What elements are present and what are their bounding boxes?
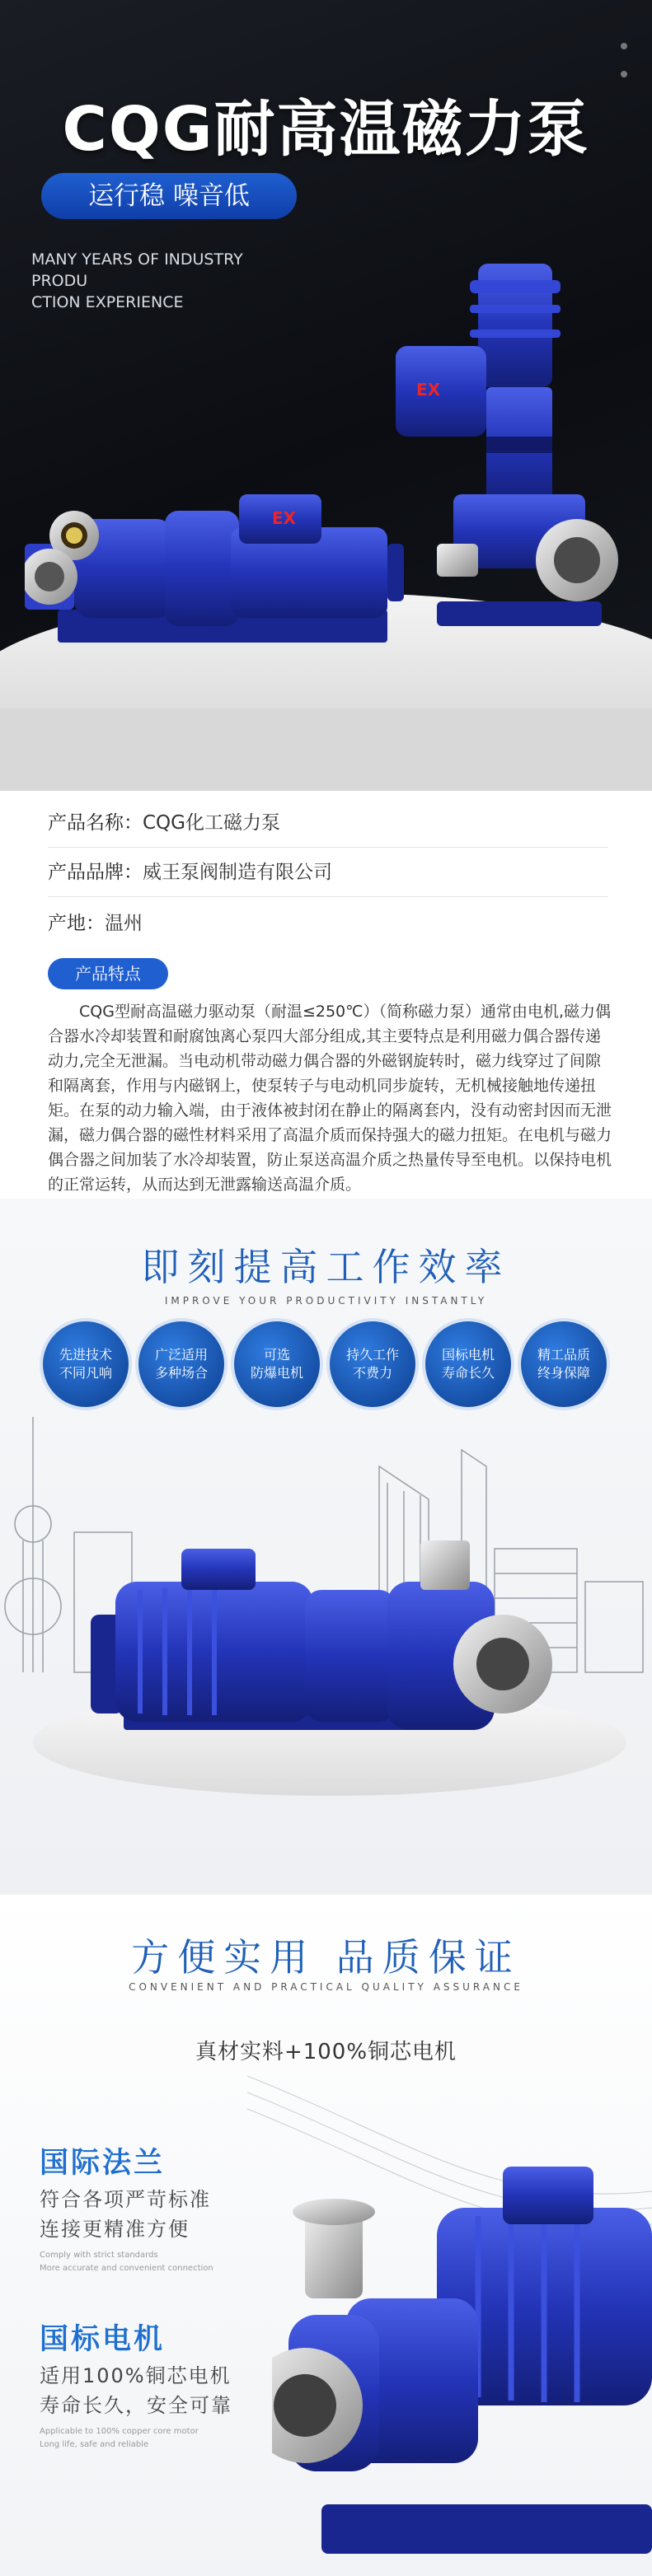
feature-desc-motor: 适用100%铜芯电机 寿命长久，安全可靠 — [40, 2364, 232, 2417]
pump-closeup-image — [272, 2158, 652, 2576]
efficiency-title: 即刻提高工作效率 — [141, 1245, 511, 1289]
feature-english-flange: Comply with strict standards More accurate and convenient connection — [40, 2251, 213, 2273]
efficiency-subtitle: IMPROVE YOUR PRODUCTIVITY INSTANTLY — [164, 1295, 488, 1307]
ex-mark: EX — [416, 380, 441, 400]
magnetic-pump-image — [91, 1524, 569, 1771]
feature-badge: 国标电机 寿命长久 — [425, 1321, 511, 1407]
feature-heading-flange: 国际法兰 — [40, 2147, 166, 2180]
feature-badge: 持久工作 不费力 — [330, 1321, 415, 1407]
ex-mark: EX — [272, 508, 297, 528]
quality-title: 方便实用 品质保证 — [131, 1935, 521, 1980]
quality-tagline: 真材实料+100%铜芯电机 — [195, 2040, 457, 2064]
feature-badge: 可选 防爆电机 — [234, 1321, 320, 1407]
feature-desc-flange: 符合各项严苛标准 连接更精准方便 — [40, 2188, 211, 2241]
vertical-pump-image — [387, 264, 626, 651]
info-row-brand: 产品品牌：威王泵阀制造有限公司 — [48, 862, 332, 883]
horizontal-pump-image — [25, 445, 420, 692]
display-stage-base — [0, 708, 652, 791]
feature-badge: 精工品质 终身保障 — [521, 1321, 607, 1407]
feature-badge: 先进技术 不同凡响 — [43, 1321, 129, 1407]
hero-title: CQG耐高温磁力泵 — [62, 94, 590, 165]
divider — [48, 896, 608, 897]
feature-english-motor: Applicable to 100% copper core motor Long life, safe and reliable — [40, 2427, 199, 2449]
divider — [48, 847, 608, 848]
hero-banner — [0, 0, 652, 791]
quality-subtitle: CONVENIENT AND PRACTICAL QUALITY ASSURANCE — [129, 1981, 523, 1993]
feature-heading-motor: 国标电机 — [40, 2323, 166, 2356]
info-row-name: 产品名称：CQG化工磁力泵 — [48, 812, 280, 834]
feature-label-pill: 产品特点 — [48, 958, 168, 989]
info-row-origin: 产地：温州 — [48, 913, 143, 934]
feature-badge: 广泛适用 多种场合 — [138, 1321, 224, 1407]
hero-slogan-pill: 运行稳 噪音低 — [41, 173, 297, 219]
dot-icon — [621, 43, 627, 49]
feature-description: CQG型耐高温磁力驱动泵（耐温≤250℃）（简称磁力泵）通常由电机,磁力偶合器水冷却装置和耐腐蚀离心泵四大部分组成,其主要特点是利用磁力偶合器传递动力,完全无泄漏。当电动机带动磁力偶合器的外磁钢旋转时，磁力线穿过了间隙和隔离套，作用与内磁钢上，使泵转子与电动机同步旋转，无机械接触地传递扭矩。在泵的动力输入端，由于液体被封闭在静止的隔离套内，没有动密封因而无泄漏，磁力偶合器的磁性材料采用了高温介质而保持强大的磁力扭矩。在电机与磁力偶合器之间加装了水冷却装置，防止泵送高温介质之热量传导至电机。以保持电机的正常运转，从而达到无泄露输送高温介质。 — [48, 1003, 612, 1194]
hero-english-text: MANY YEARS OF INDUSTRY PRODU CTION EXPERIENCE — [31, 250, 243, 311]
dot-icon — [621, 71, 627, 77]
